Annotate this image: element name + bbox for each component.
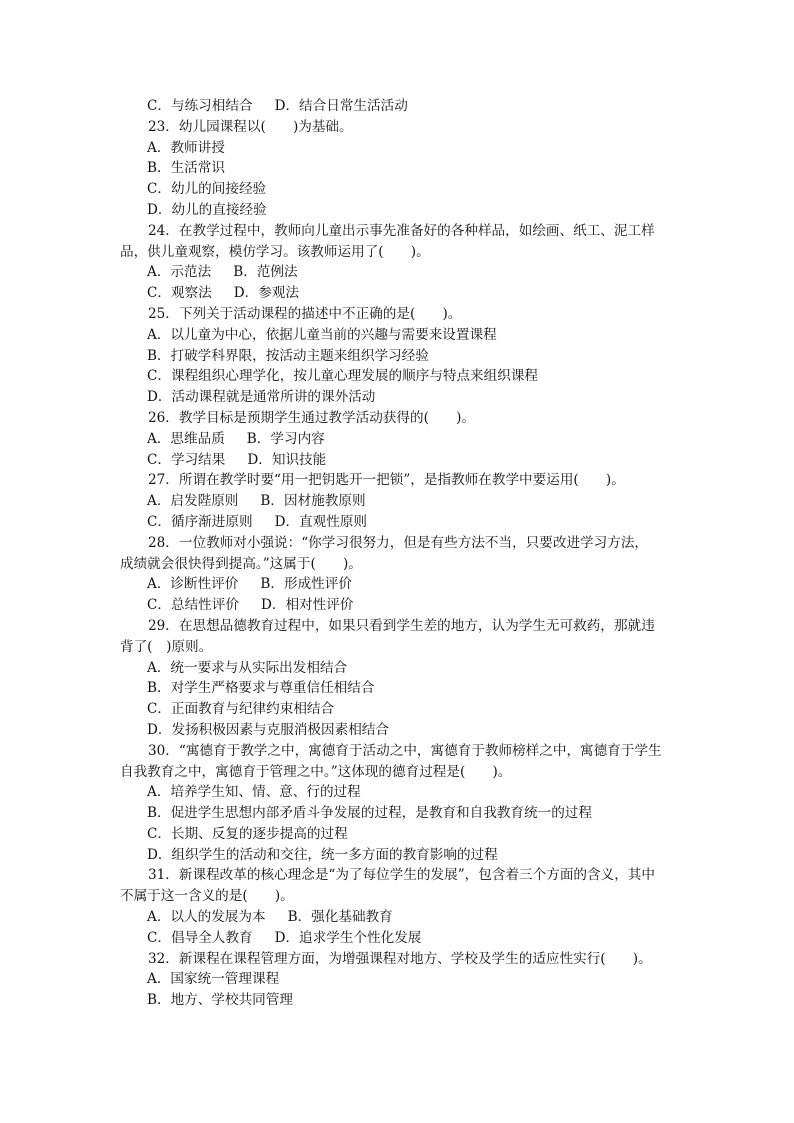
- option-b: B．形成性评价: [260, 576, 352, 593]
- option-line: C．幼儿的间接经验: [147, 181, 267, 198]
- option-pair-line: [120, 450, 680, 471]
- question-line: 27．所谓在教学时要“用一把钥匙开一把锁”，是指教师在教学中要运用( )。: [148, 472, 625, 489]
- option-a: A．启发陛原则: [147, 493, 239, 510]
- option-line: A．培养学生知、情、意、行的过程: [147, 784, 361, 801]
- option-a: A．示范法: [147, 264, 212, 281]
- option-pair-line: [120, 907, 680, 928]
- option-line: A．统一要求与从实际出发相结合: [147, 659, 348, 676]
- question-continuation: 自我教育之中，寓德育于管理之中。”这体现的德育过程是( )。: [120, 763, 512, 780]
- option-a: A．诊断性评价: [147, 576, 239, 593]
- question-line: 25．下列关于活动课程的描述中不正确的是( )。: [148, 305, 462, 322]
- option-a: A．以人的发展为本: [147, 909, 266, 926]
- option-line: C．正面教育与纪律约束相结合: [147, 701, 335, 718]
- option-pair-line: [120, 512, 680, 533]
- option-line: D．发扬积极因素与克服消极因素相结合: [147, 721, 389, 738]
- option-pair-line: [120, 262, 680, 283]
- question-continuation: 不属于这一含义的是( )。: [120, 888, 294, 905]
- option-b: D．相对性评价: [260, 597, 354, 614]
- option-b: B．范例法: [233, 264, 298, 281]
- question-line: 32．新课程在课程管理方面，为增强课程对地方、学校及学生的适应性实行( )。: [148, 950, 652, 967]
- question-line: 26．教学目标是预期学生通过教学活动获得的( )。: [148, 409, 475, 426]
- option-line: A．以儿童为中心，依据儿童当前的兴趣与需要来设置课程: [147, 326, 497, 343]
- option-b: D．参观法: [233, 285, 300, 302]
- option-line: B．促进学生思想内部矛盾斗争发展的过程，是教育和自我教育统一的过程: [147, 805, 592, 822]
- option-line: B．打破学科界限，按活动主题来组织学习经验: [147, 347, 429, 364]
- option-line: A．教师讲授: [147, 139, 225, 156]
- option-b: D．直观性原则: [274, 513, 368, 530]
- option-pair-line: [120, 595, 680, 616]
- question-line: 29．在思想品德教育过程中，如果只看到学生差的地方，认为学生无可救药，那就违: [148, 617, 655, 634]
- question-line: 31．新课程改革的核心理念是“为了每位学生的发展”，包含着三个方面的含义，其中: [148, 867, 655, 884]
- option-a: C．循序渐进原则: [147, 513, 253, 530]
- option-b: B．强化基础教育: [287, 909, 393, 926]
- option-line: D．组织学生的活动和交往，统一多方面的教育影响的过程: [147, 846, 498, 863]
- question-continuation: 成绩就会很快得到提高。”这属于( )。: [120, 555, 362, 572]
- option-pair-line: [120, 429, 680, 450]
- question-continuation: 背了( )原则。: [120, 638, 213, 655]
- option-a: C．倡导全人教育: [147, 929, 253, 946]
- option-line: A．国家统一管理课程: [147, 971, 280, 988]
- option-line: C．课程组织心理学化，按儿童心理发展的顺序与特点来组织课程: [147, 368, 539, 385]
- option-line: D．幼儿的直接经验: [147, 201, 267, 218]
- option-b: D．追求学生个性化发展: [274, 929, 422, 946]
- option-a: C．学习结果: [147, 451, 226, 468]
- option-b: D．结合日常生活活动: [274, 98, 408, 114]
- option-pair-line: [120, 574, 680, 595]
- option-a: C．与练习相结合: [147, 98, 253, 114]
- option-b: B．因材施教原则: [260, 493, 366, 510]
- question-line: 28．一位教师对小强说：“你学习很努力，但是有些方法不当，只要改进学习方法，: [148, 534, 649, 551]
- option-pair-line: [120, 928, 680, 949]
- option-b: B．学习内容: [246, 430, 325, 447]
- option-a: C．观察法: [147, 285, 212, 302]
- option-pair-line: [120, 96, 680, 117]
- option-a: A．思维品质: [147, 430, 225, 447]
- option-line: B．生活常识: [147, 160, 225, 177]
- question-line: 23．幼儿园课程以( )为基础。: [148, 118, 353, 135]
- option-a: C．总结性评价: [147, 597, 239, 614]
- question-line: 30．“寓德育于教学之中，寓德育于活动之中，寓德育于教师榜样之中，寓德育于学生: [148, 742, 662, 759]
- option-pair-line: [120, 491, 680, 512]
- option-line: B．地方、学校共同管理: [147, 992, 293, 1009]
- option-pair-line: [120, 283, 680, 304]
- option-line: D．活动课程就是通常所讲的课外活动: [147, 389, 376, 406]
- question-list: [120, 96, 680, 1011]
- question-continuation: 品，供儿童观察，模仿学习。该教师运用了( )。: [120, 243, 430, 260]
- option-line: B．对学生严格要求与尊重信任相结合: [147, 680, 375, 697]
- question-line: 24．在教学过程中，教师向儿童出示事先准备好的各种样品，如绘画、纸工、泥工样: [148, 222, 655, 239]
- option-line: C．长期、反复的逐步提高的过程: [147, 825, 348, 842]
- option-b: D．知识技能: [247, 451, 327, 468]
